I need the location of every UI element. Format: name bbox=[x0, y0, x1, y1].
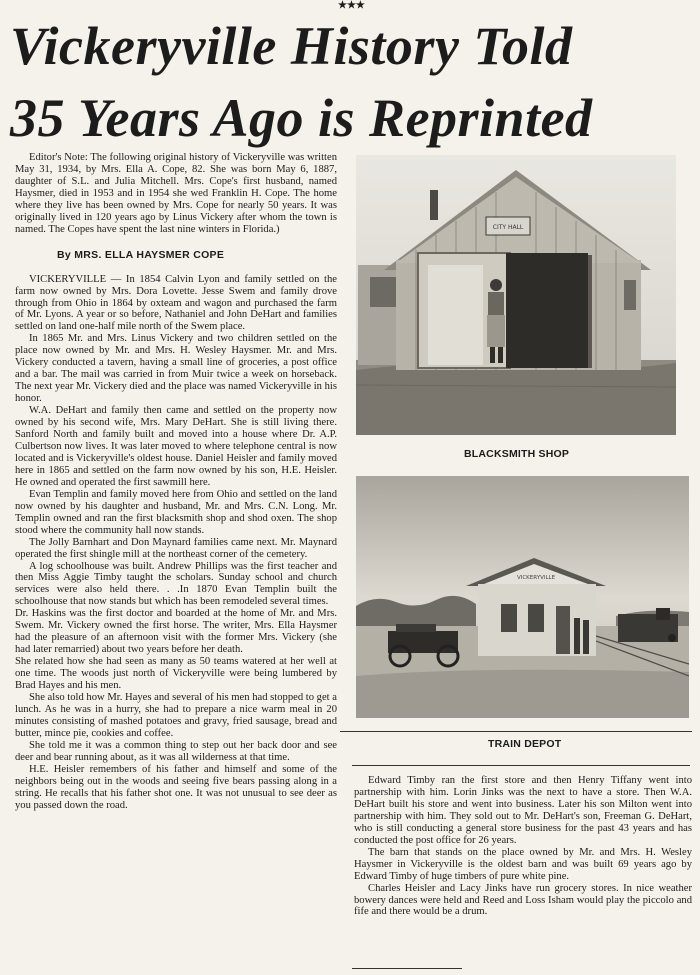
header-stars: ★★★ bbox=[338, 0, 365, 11]
train-depot-photo bbox=[356, 476, 689, 718]
paragraph: The Jolly Barnhart and Don Maynard families came next. Mr. Maynard operated the first shingle mill at the northeast corner of the cemetery. bbox=[15, 536, 337, 560]
divider bbox=[352, 968, 462, 969]
paragraph: Charles Heisler and Lacy Jinks have run grocery stores. In nice weather bowery dances were held and Reed and Loss Isham would play the piccolo and fife and there would be a drum. bbox=[354, 882, 692, 918]
headline-line-1: Vickeryville History Told bbox=[10, 16, 573, 76]
train-depot-illustration bbox=[356, 476, 689, 718]
paragraph: Evan Templin and family moved here from Ohio and settled on the land now owned by his daughter and husband, Mr. and Mrs. C.N. Long. Mr. Templin owned and ran the first blacksmith shop and shod oxen. The shop stood where the community hall now stands. bbox=[15, 488, 337, 536]
paragraph: A log schoolhouse was built. Andrew Phillips was the first teacher and then Miss Aggie Timby taught the scholars. Sunday school and church services were also held there. . .In 1870 Evan Templin built the schoolhouse that now stands but which has been remodeled several times. bbox=[15, 560, 337, 608]
divider bbox=[340, 731, 692, 732]
paragraph: Dr. Haskins was the first doctor and boarded at the home of Mr. and Mrs. Swem. Mr. Vickery owned the first horse. The writer, Mrs. Ella Haysmer had the pleasure of an afternoon visit with the former Mrs. Vickery (she had later remarried) about two years before her death. bbox=[15, 608, 337, 656]
blacksmith-shop-photo bbox=[356, 155, 676, 435]
train-depot-caption: TRAIN DEPOT bbox=[488, 738, 562, 750]
paragraph: She related how she had seen as many as 50 teams watered at her well at one time. The woods just north of Vickeryville were being lumbered by Brad Hayes and his men. bbox=[15, 656, 337, 692]
paragraph: W.A. DeHart and family then came and settled on the property now owned by his second wife, Mrs. Mary DeHart. She is still living there. Sanford North and family built and moved into a house where Dr. A.P. Culbertson now lives. It was later moved to where telephone central is now located and is Vickeryville's oldest house. Daniel Heisler and family moved here in 1865 and settled on the farm now owned by his son, H.E. Heisler. He owned and operated the first sawmill here. bbox=[15, 405, 337, 488]
paragraph: Edward Timby ran the first store and then Henry Tiffany went into partnership with him. Lorin Jinks was the next to have a store. Then W.A. DeHart built his store and went into business. Later his son Milton went into partnership with him. They sold out to Mr. DeHart's son, Freeman G. DeHart, who is still conducting a general store business for the past 43 years and has conducted the post office for 26 years. bbox=[354, 775, 692, 846]
blacksmith-shop-illustration bbox=[356, 155, 676, 435]
headline-line-2: 35 Years Ago is Reprinted bbox=[10, 88, 593, 148]
paragraph: VICKERYVILLE — In 1854 Calvin Lyon and family settled on the farm now owned by Mrs. Dora Lovette. Jesse Swem and family drove through from Ohio in 1864 by oxteam and wagon and purchased the farm of Mr. Lyons. A year or so before, Nathaniel and John DeHart and families settled on land one-half mile north of the Swem place. bbox=[15, 273, 337, 333]
paragraph: The barn that stands on the place owned by Mr. and Mrs. H. Wesley Haysmer in Vickeryville is the oldest barn and was built 69 years ago by Edward Timby of huge timbers of pure white pine. bbox=[354, 846, 692, 882]
left-column bbox=[15, 152, 337, 812]
right-column bbox=[354, 775, 692, 918]
paragraph: In 1865 Mr. and Mrs. Linus Vickery and two children settled on the place now owned by Mr. and Mrs. H. Wesley Haysmer. Mr. and Mrs. Vickery conducted a tavern, having a small line of groceries, a post office and a bar. The mail was carried in from Muir twice a week on horseback. The next year Mr. Vickery died and the place was named Vickeryville in his honor. bbox=[15, 333, 337, 405]
paragraph: She also told how Mr. Hayes and several of his men had stopped to get a lunch. As he was in a hurry, she had to prepare a nice warm meal in 20 minutes consisting of mashed potatoes and gravy, fried sausage, bread and butter, mince pie, cookies and coffee. bbox=[15, 691, 337, 739]
byline: By MRS. ELLA HAYSMER COPE bbox=[57, 248, 225, 261]
paragraph: H.E. Heisler remembers of his father and himself and some of the neighbors being out in the woods and seeing five bears passing along in a string. He recalls that his father shot one. It was not unusual to see deer as you passed down the road. bbox=[15, 763, 337, 811]
blacksmith-shop-caption: BLACKSMITH SHOP bbox=[464, 448, 570, 460]
divider bbox=[352, 765, 690, 766]
editors-note: Editor's Note: The following original history of Vickeryville was written May 31, 1934, by Mrs. Ella A. Cope, 82. She was born May 6, 1887, daughter of S.L. and Julia Mitchell. Mrs. Cope's first husband, named Haysmer, died in 1953 and in 1954 she wed Franklin H. Cope. The home where they live has been owned by Mrs. Cope for nearly 50 years. It was originally lived in 120 years ago by Linus Vickery after whom the town is named. The Copes have spent the last nine winters in Florida.) bbox=[15, 152, 337, 235]
depot-sign-text: VICKERYVILLE bbox=[516, 575, 556, 581]
headline bbox=[10, 10, 700, 154]
shop-sign-text: CITY HALL bbox=[492, 224, 524, 231]
paragraph: She told me it was a common thing to step out her back door and see deer and bear running about, as it was all wilderness at that time. bbox=[15, 739, 337, 763]
